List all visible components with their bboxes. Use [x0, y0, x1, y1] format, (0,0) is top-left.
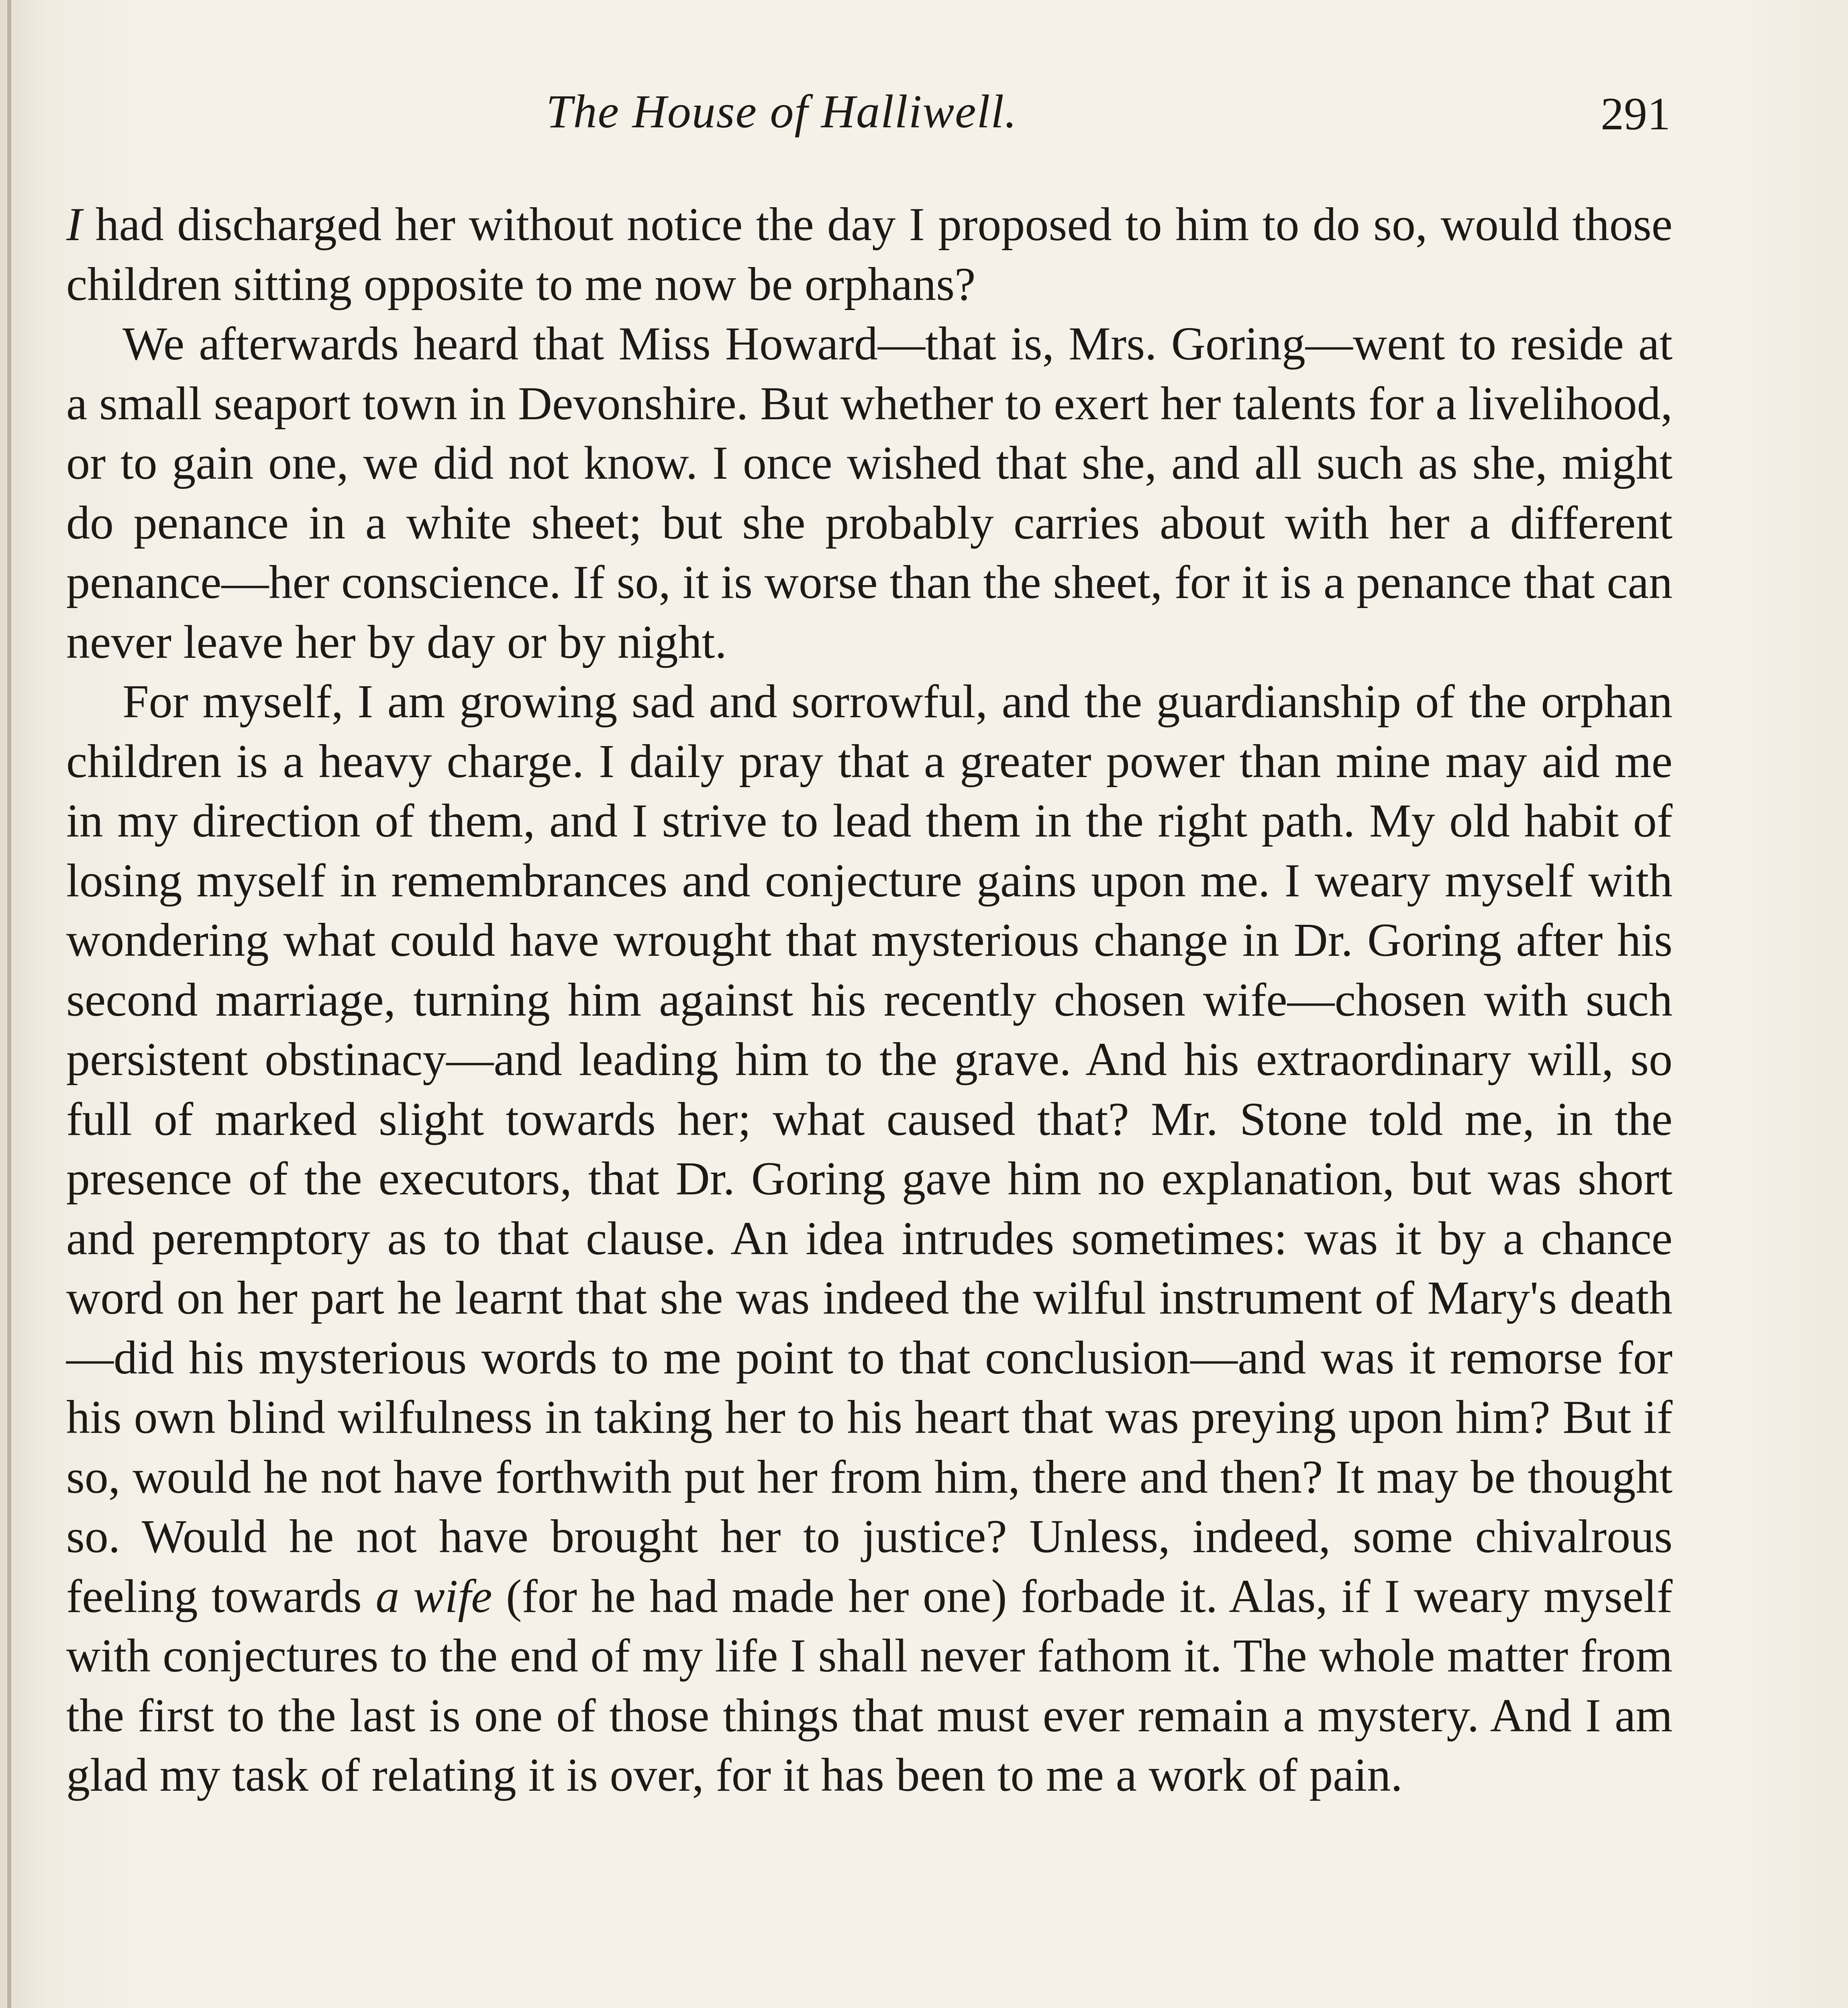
paragraph-1-text: had discharged her without notice the day I proposed to him to do so, would those children sitting opposite to me now be orphans?: [66, 198, 1673, 310]
italic-lead: I: [66, 198, 82, 251]
body-text: [66, 195, 1673, 1805]
running-title: The House of Halliwell.: [546, 85, 1018, 138]
page-header: [64, 80, 1671, 145]
page-gutter: [7, 0, 11, 2008]
paragraph-3-text-before: For myself, I am growing sad and sorrowful, and the guardianship of the orphan children is a heavy charge. I daily pray that a greater power than mine may aid me in my direction of them, and I strive to lead them in the right path. My old habit of losing myself in remembrances and conjecture gains upon me. I weary myself with wondering what could have wrought that mysterious change in Dr. Goring after his second marriage, turning him against his recently chosen wife—chosen with such persistent obstinacy—and leading him to the grave. And his extraordinary will, so full of marked slight towards her; what caused that? Mr. Stone told me, in the presence of the executors, that Dr. Goring gave him no explanation, but was short and peremptory as to that clause. An idea intrudes sometimes: was it by a chance word on her part he learnt that she was indeed the wilful instrument of Mary's death—did his mysterious words to me point to that conclusion—and was it remorse for his own blind wilfulness in taking her to his heart that was preying upon him? But if so, would he not have forthwith put her from him, there and then? It may be thought so. Would he not have brought her to justice? Unless, indeed, some chivalrous feeling towards: [66, 675, 1673, 1622]
paragraph-3: [66, 672, 1673, 1805]
paragraph-2: We afterwards heard that Miss Howard—that is, Mrs. Goring—went to reside at a small seaport town in Devonshire. But whether to exert her talents for a livelihood, or to gain one, we did not know. I once wished that she, and all such as she, might do penance in a white sheet; but she probably carries about with her a different penance—her conscience. If so, it is worse than the sheet, for it is a penance that can never leave her by day or by night.: [66, 317, 1673, 668]
paragraph-3-text-after: (for he had made her one) forbade it. Alas, if I weary myself with conjectures to the end of my life I shall never fathom it. The whole matter from the first to the last is one of those things that must ever remain a mystery. And I am glad my task of relating it is over, for it has been to me a work of pain.: [66, 1569, 1673, 1801]
italic-phrase: a wife: [375, 1569, 492, 1622]
paragraph-1: [66, 195, 1673, 314]
page-number: 291: [1601, 88, 1671, 140]
